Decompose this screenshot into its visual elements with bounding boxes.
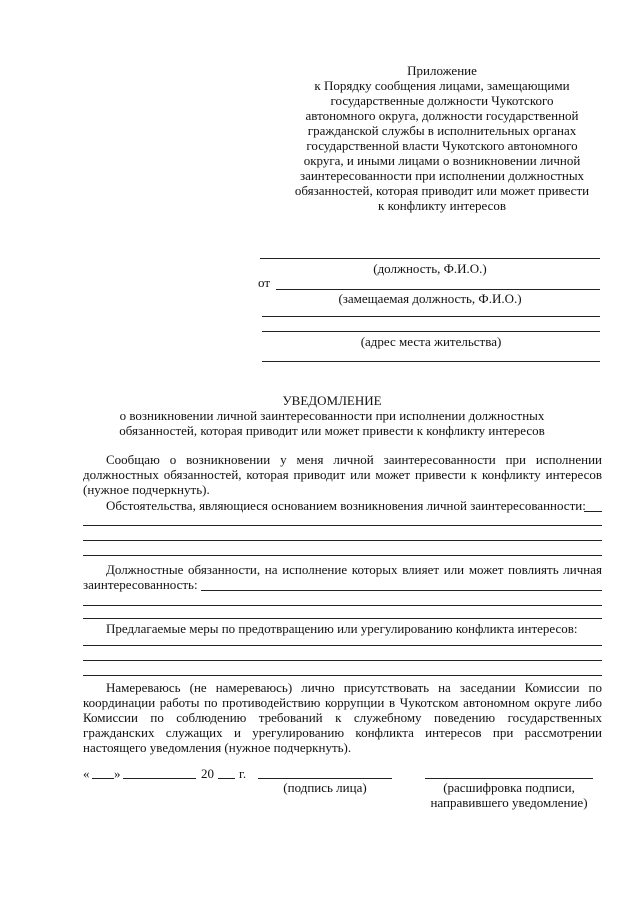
paragraph-line: Комиссии по соблюдению требований к служебному поведению государственных [83,710,602,725]
appendix-line: автономного округа, должности государственной [305,108,579,123]
paragraph-line: должностных обязанностей, которая приводит или может привести к конфликту интересов [83,467,602,482]
appendix-line: государственной власти Чукотского автономного [306,138,578,153]
circumstances-line-tail[interactable] [584,511,602,512]
appendix-line: к конфликту интересов [378,198,506,213]
circumstances-line[interactable] [83,540,602,541]
sender-caption: (замещаемая должность, Ф.И.О.) [338,291,522,306]
signature-caption: (подпись лица) [283,780,367,795]
measures-line[interactable] [83,645,602,646]
appendix-line: заинтересованности при исполнении должностных [299,168,585,183]
address-caption: (адрес места жительства) [360,334,502,349]
measures-line[interactable] [83,675,602,676]
year-prefix: 20 [201,766,214,781]
decode-caption: направившего уведомление) [430,795,588,810]
appendix-line: к Порядку сообщения лицами, замещающими [314,78,570,93]
appendix-title: Приложение [407,63,477,78]
measures-label: Предлагаемые меры по предотвращению или урегулированию конфликта интересов: [106,621,578,636]
appendix-block [290,63,594,213]
date-open-quote: « [83,766,90,781]
year-suffix: г. [239,766,247,781]
addressee-position-line[interactable] [260,258,600,259]
duties-line[interactable] [201,590,602,591]
from-label: от [258,275,271,290]
paragraph-line: Намереваюсь (не намереваюсь) лично присутствовать на заседании Комиссии по [106,680,602,695]
paragraph-line: настоящего уведомления (нужное подчеркнуть). [83,740,352,755]
address-line-1[interactable] [262,316,600,317]
appendix-line: гражданской службы в исполнительных органах [307,123,577,138]
duties-line[interactable] [83,618,602,619]
duties-line[interactable] [83,605,602,606]
signature-line[interactable] [258,778,392,779]
paragraph-line: (нужное подчеркнуть). [83,482,210,497]
circumstances-line[interactable] [83,555,602,556]
date-month-line[interactable] [123,778,196,779]
position-caption: (должность, Ф.И.О.) [373,261,487,276]
decode-caption: (расшифровка подписи, [443,780,575,795]
address-line-2[interactable] [262,331,600,332]
paragraph-line: гражданских служащих и урегулированию конфликта интересов при рассмотрении [83,725,602,740]
appendix-line: округа, и иными лицами о возникновении личной [303,153,581,168]
notice-subtitle: обязанностей, которая приводит или может привести к конфликту интересов [119,423,545,438]
signature-decode-line[interactable] [425,778,593,779]
paragraph-line: координации работы по противодействию коррупции в Чукотском автономном округе либо [83,695,602,710]
duties-label: заинтересованность: [83,577,198,592]
appendix-line: обязанностей, которая приводит или может привести [294,183,590,198]
measures-line[interactable] [83,660,602,661]
date-year-line[interactable] [218,778,235,779]
appendix-line: государственные должности Чукотского [330,93,554,108]
duties-label: Должностные обязанности, на исполнение которых влияет или может повлиять личная [106,562,602,577]
notice-subtitle: о возникновении личной заинтересованности при исполнении должностных [119,408,545,423]
paragraph-line: Сообщаю о возникновении у меня личной заинтересованности при исполнении [106,452,602,467]
circumstances-line[interactable] [83,525,602,526]
circumstances-label: Обстоятельства, являющиеся основанием возникновения личной заинтересованности: [106,498,586,513]
date-day-line[interactable] [92,778,114,779]
notice-title: УВЕДОМЛЕНИЕ [282,393,382,408]
sender-line[interactable] [276,289,600,290]
address-line-3[interactable] [262,361,600,362]
date-close-quote: » [114,766,121,781]
